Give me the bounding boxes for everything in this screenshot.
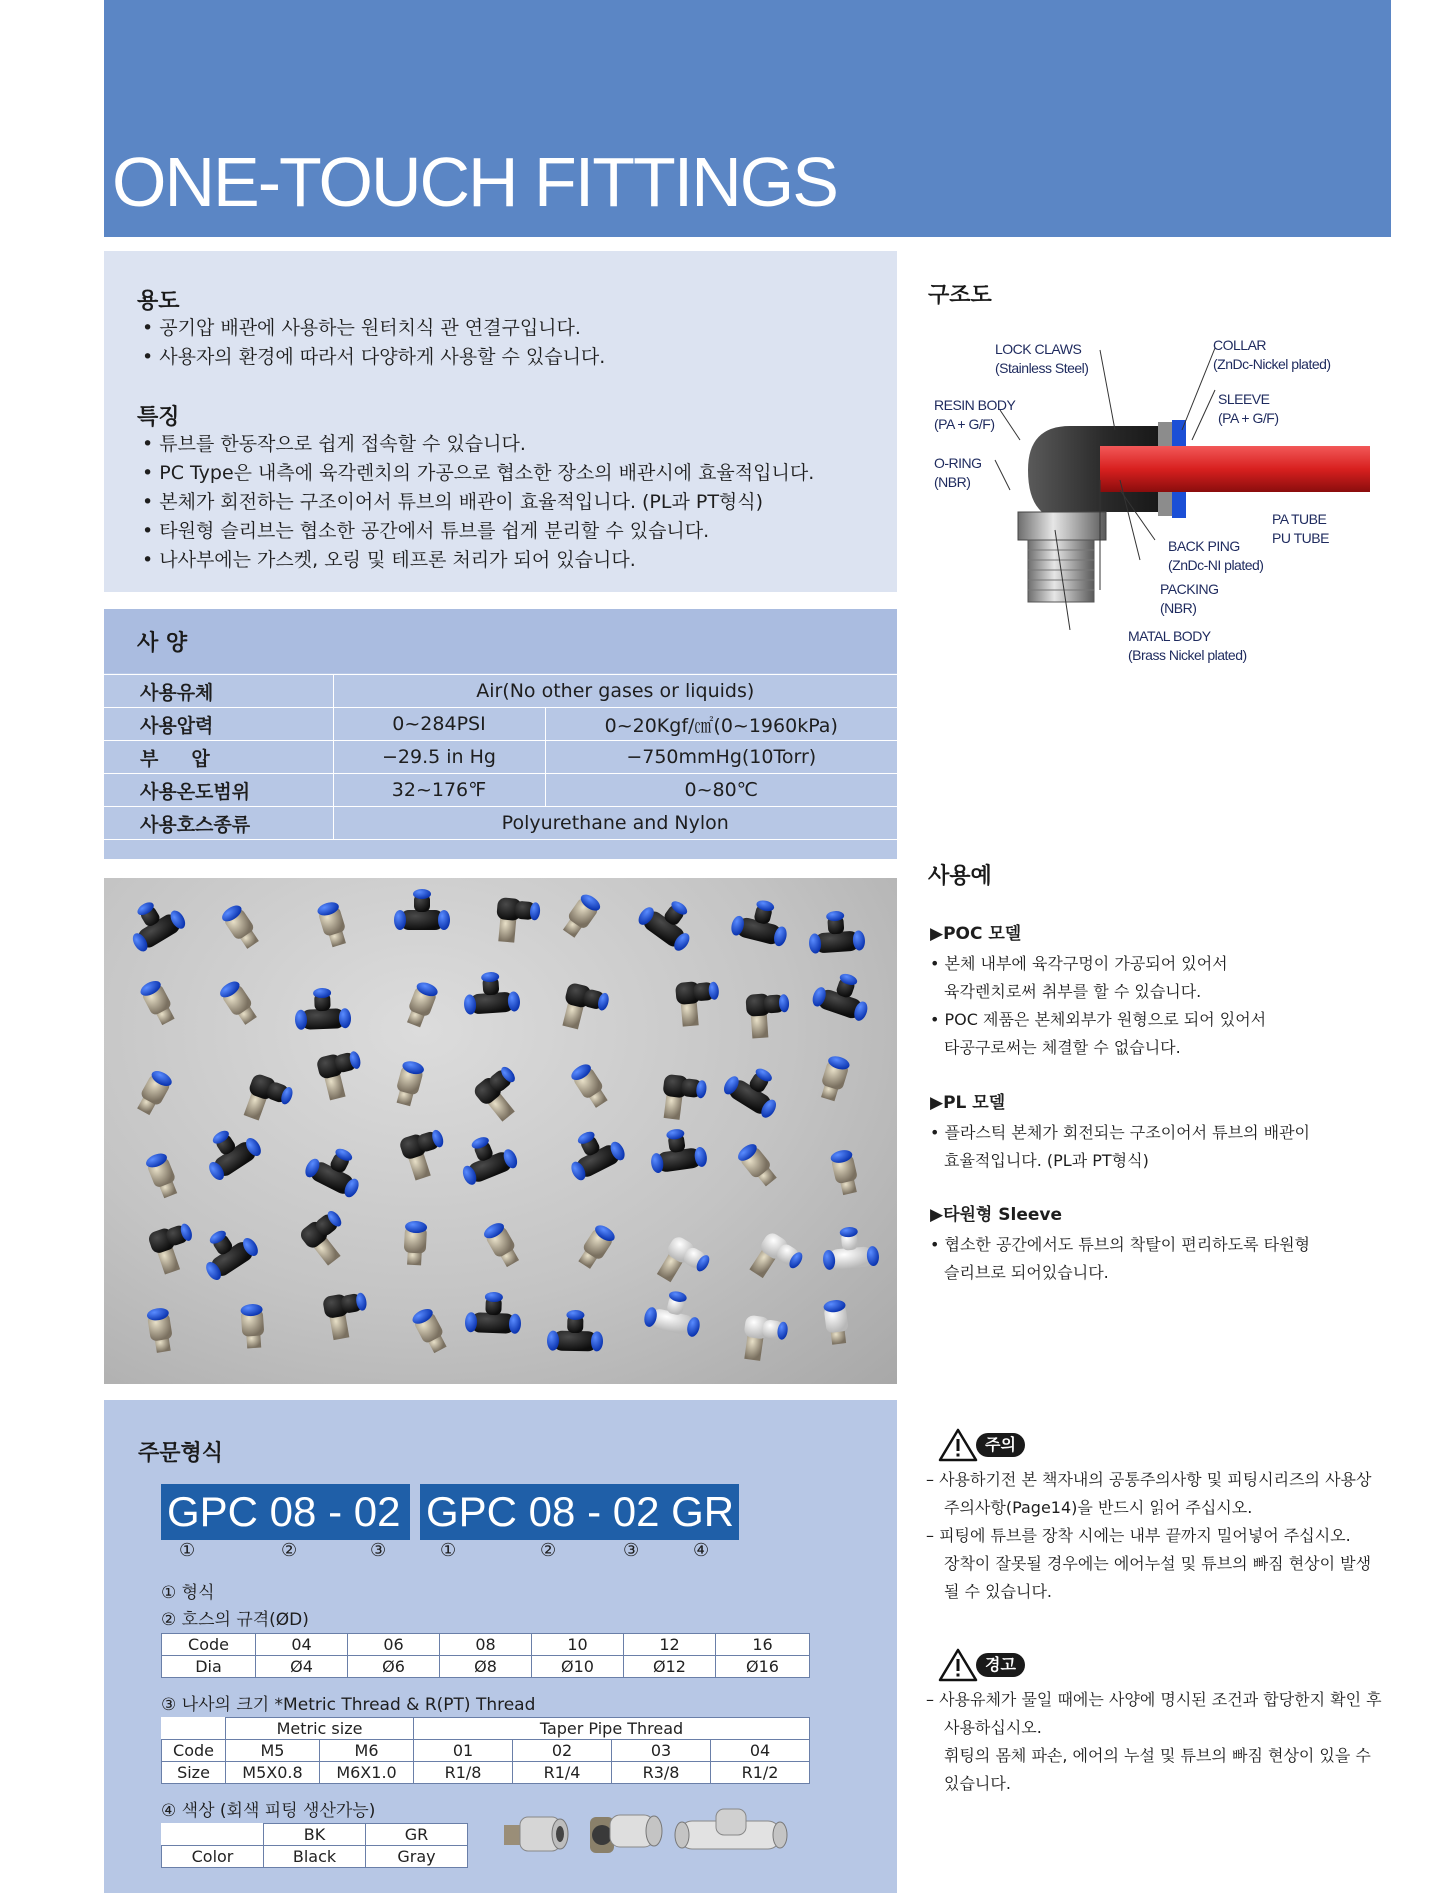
label-text: O-RING: [934, 455, 982, 471]
spec-value: 0~20Kgf/㎠(0~1960kPa): [545, 708, 897, 741]
features-item: • PC Type은 내측에 육각렌치의 가공으로 협소한 장소의 배관시에 효율적입니다.: [142, 459, 814, 488]
fitting-item: [729, 894, 793, 947]
fitting-item: [481, 1220, 522, 1269]
example-line: • 본체 내부에 육각구멍이 가공되어 있어서: [930, 954, 1228, 973]
fitting-item: [560, 891, 603, 940]
fitting-item: [192, 1218, 261, 1283]
thread-cell: Size: [162, 1762, 226, 1784]
label-text: PA TUBE: [1272, 511, 1327, 527]
spec-header: [104, 609, 897, 673]
thread-cell: 01: [414, 1740, 513, 1762]
structure-heading: 구조도: [928, 283, 992, 308]
warning-triangle-icon: [938, 1648, 978, 1682]
thread-group-taper: Taper Pipe Thread: [414, 1718, 810, 1740]
gray-fittings-illustration: [498, 1803, 798, 1865]
size-table: [161, 1633, 810, 1678]
features-item: • 나사부에는 가스켓, 오링 및 테프론 처리가 되어 있습니다.: [142, 546, 814, 575]
size-cell: Ø16: [716, 1656, 810, 1678]
fitting-item: [547, 1310, 604, 1352]
fitting-item: [829, 1148, 860, 1196]
label-text: LOCK CLAWS: [995, 341, 1082, 357]
caution-badge: 주의: [976, 1433, 1025, 1457]
example-line: • 플라스틱 본체가 회전되는 구조이어서 튜브의 배관이: [930, 1123, 1310, 1142]
label-text: (PA + G/F): [1218, 410, 1279, 426]
color-cell: Gray: [366, 1846, 468, 1868]
label-text: RESIN BODY: [934, 397, 1016, 413]
spec-value: 0~284PSI: [333, 708, 545, 741]
spec-value: 0~80℃: [545, 774, 897, 807]
label-lock-claws: [995, 340, 1088, 378]
size-cell: Ø4: [256, 1656, 348, 1678]
label-metal-body: [1128, 627, 1247, 665]
spec-value: Air(No other gases or liquids): [333, 675, 897, 708]
example-line: • 협소한 공간에서도 튜브의 착탈이 편리하도록 타원형: [930, 1235, 1310, 1254]
thread-row-code: [162, 1740, 810, 1762]
fitting-item: [144, 1151, 181, 1200]
fitting-item: [294, 987, 351, 1030]
color-row-code: [162, 1824, 468, 1846]
fitting-item: [403, 1220, 427, 1265]
warning-line: – 사용유체가 물일 때에는 사양에 명시된 조건과 합당한지 확인 후: [926, 1690, 1382, 1709]
example-line: 육각렌치로써 취부를 할 수 있습니다.: [944, 982, 1202, 1001]
fitting-item: [394, 889, 450, 930]
spec-label: 사용온도범위: [104, 774, 333, 807]
fitting-item: [675, 979, 722, 1027]
thread-cell: M6: [320, 1740, 414, 1762]
spec-value: Polyurethane and Nylon: [333, 807, 897, 840]
label-text: COLLAR: [1213, 337, 1267, 353]
fitting-item: [660, 1074, 708, 1123]
code-mark: ②: [540, 1540, 557, 1561]
fitting-item: [647, 1125, 708, 1173]
thread-cell: Code: [162, 1740, 226, 1762]
example-line: 타공구로써는 체결할 수 없습니다.: [944, 1038, 1181, 1057]
fitting-item: [298, 1207, 359, 1268]
fitting-item: [817, 1054, 851, 1103]
thread-row-group: [162, 1718, 810, 1740]
code-mark: ③: [623, 1540, 640, 1561]
thread-cell: M5X0.8: [226, 1762, 320, 1784]
features-item: • 타원형 슬리브는 협소한 공간에서 튜브를 쉽게 분리할 수 있습니다.: [142, 517, 814, 546]
order-item-size: ② 호스의 규격(ØD): [161, 1610, 309, 1630]
fitting-item: [138, 978, 178, 1027]
label-back-ping: [1168, 537, 1263, 575]
thread-cell: R1/8: [414, 1762, 513, 1784]
example-line: • POC 제품은 본체외부가 원형으로 되어 있어서: [930, 1010, 1267, 1029]
usage-list: [142, 314, 605, 372]
features-heading: 특징: [137, 405, 180, 430]
spec-row: [104, 807, 897, 840]
warning-badge: 경고: [976, 1653, 1025, 1677]
label-text: (ZnDc-NI plated): [1168, 557, 1264, 573]
size-cell: 06: [348, 1634, 440, 1656]
page-title: ONE-TOUCH FITTINGS: [112, 143, 837, 221]
fitting-item: [823, 1299, 850, 1345]
caution-text: [926, 1466, 1371, 1606]
thread-cell: 02: [513, 1740, 612, 1762]
usage-heading: 용도: [137, 289, 180, 314]
fitting-item: [559, 982, 611, 1035]
fitting-item: [240, 1303, 265, 1348]
example-line: 슬리브로 되어있습니다.: [944, 1263, 1109, 1282]
label-text: (Brass Nickel plated): [1128, 647, 1247, 663]
fitting-item: [559, 1121, 628, 1183]
fitting-item: [316, 1048, 368, 1101]
color-cell: BK: [264, 1824, 366, 1846]
spec-value: −29.5 in Hg: [333, 741, 545, 774]
features-item: • 튜브를 한동작으로 쉽게 접속할 수 있습니다.: [142, 430, 814, 459]
caution-line: 될 수 있습니다.: [944, 1582, 1052, 1601]
code-mark: ④: [693, 1540, 710, 1561]
label-text: (Stainless Steel): [995, 360, 1089, 376]
caution-line: 장착이 잘못될 경우에는 에어누설 및 튜브의 빠짐 현상이 발생: [944, 1554, 1372, 1573]
code-mark: ②: [281, 1540, 298, 1561]
thread-table: [161, 1717, 810, 1784]
product-photo: [104, 878, 897, 1384]
fitting-item: [134, 1068, 175, 1117]
fitting-item: [393, 1059, 426, 1107]
size-cell: Ø6: [348, 1656, 440, 1678]
warning-triangle-icon: [938, 1428, 978, 1462]
fitting-item: [642, 1285, 706, 1338]
spec-heading: 사 양: [137, 631, 188, 656]
spec-row: [104, 741, 897, 774]
thread-cell: R3/8: [612, 1762, 711, 1784]
example-title: ▶PL 모델: [930, 1093, 1006, 1113]
spec-label: 사용유체: [104, 675, 333, 708]
fitting-item: [219, 902, 262, 951]
label-sleeve: [1218, 390, 1278, 428]
fitting-item: [653, 1234, 713, 1294]
example-title: ▶타원형 Sleeve: [930, 1205, 1062, 1225]
size-cell: 16: [716, 1634, 810, 1656]
fitting-item: [195, 1118, 264, 1183]
fitting-item: [494, 897, 541, 945]
spec-row: [104, 675, 897, 708]
label-text: BACK PING: [1168, 538, 1240, 554]
spec-row: [104, 774, 897, 807]
label-tube: [1272, 510, 1329, 548]
example-title: ▶POC 모델: [930, 924, 1022, 944]
fitting-item: [635, 887, 704, 953]
example-poc: [930, 919, 1266, 1062]
fitting-item: [746, 1230, 806, 1290]
color-cell: Black: [264, 1846, 366, 1868]
thread-cell: 03: [612, 1740, 711, 1762]
fitting-item: [465, 1291, 522, 1334]
label-text: (PA + G/F): [934, 416, 995, 432]
code-mark: ③: [370, 1540, 387, 1561]
size-cell: 08: [440, 1634, 532, 1656]
size-cell: 10: [532, 1634, 624, 1656]
fitting-item: [462, 970, 521, 1015]
spec-value: 32~176℉: [333, 774, 545, 807]
fitting-item: [740, 1315, 789, 1365]
fitting-item: [807, 909, 866, 954]
fitting-item: [472, 1063, 533, 1124]
caution-line: 주의사항(Page14)을 반드시 읽어 주십시오.: [944, 1498, 1253, 1517]
fitting-item: [569, 1061, 611, 1110]
features-item: • 본체가 회전하는 구조이어서 튜브의 배관이 효율적입니다. (PL과 PT형식): [142, 488, 814, 517]
fitting-item: [316, 900, 350, 949]
fitting-item: [810, 966, 876, 1023]
fitting-item: [575, 1222, 617, 1271]
label-text: PACKING: [1160, 581, 1219, 597]
usage-item: • 공기압 배관에 사용하는 원터치식 관 연결구입니다.: [142, 314, 605, 343]
example-pl: [930, 1088, 1310, 1175]
thread-cell: 04: [711, 1740, 810, 1762]
spec-row: [104, 708, 897, 741]
order-heading: 주문형식: [138, 1441, 224, 1466]
examples-heading: 사용예: [928, 864, 992, 889]
label-text: (ZnDc-Nickel plated): [1213, 356, 1331, 372]
thread-cell: M6X1.0: [320, 1762, 414, 1784]
color-table: [161, 1823, 468, 1868]
usage-item: • 사용자의 환경에 따라서 다양하게 사용할 수 있습니다.: [142, 343, 605, 372]
label-packing: [1160, 580, 1218, 618]
size-cell: 04: [256, 1634, 348, 1656]
thread-row-size: [162, 1762, 810, 1784]
fitting-item: [735, 1141, 780, 1189]
order-item-thread: ③ 나사의 크기 *Metric Thread & R(PT) Thread: [161, 1695, 536, 1715]
order-item-color: ④ 색상 (회색 피팅 생산가능): [161, 1801, 376, 1821]
label-text: PU TUBE: [1272, 530, 1329, 546]
fitting-item: [147, 1220, 202, 1276]
code-mark: ①: [179, 1540, 196, 1561]
fitting-item: [721, 1056, 790, 1120]
spec-label: 사용호스종류: [104, 807, 333, 840]
label-text: (NBR): [934, 474, 971, 490]
thread-cell-blank: [162, 1718, 226, 1740]
spec-value: −750mmHg(10Torr): [545, 741, 897, 774]
fitting-item: [240, 1072, 295, 1128]
fitting-item: [119, 890, 188, 954]
straight-fitting-icon: [504, 1817, 568, 1851]
elbow-fitting-icon: [590, 1815, 662, 1853]
spec-table: [104, 674, 897, 840]
fitting-item: [820, 1225, 879, 1271]
color-row-name: [162, 1846, 468, 1868]
order-item-type: ① 형식: [161, 1583, 215, 1603]
color-cell: Color: [162, 1846, 264, 1868]
spec-label: 사용압력: [104, 708, 333, 741]
size-row-dia: [162, 1656, 810, 1678]
example-line: 효율적입니다. (PL과 PT형식): [944, 1151, 1149, 1170]
fitting-item: [745, 992, 791, 1039]
color-cell: [162, 1824, 264, 1846]
label-text: SLEEVE: [1218, 391, 1270, 407]
size-cell: Ø12: [624, 1656, 716, 1678]
thread-group-metric: Metric size: [226, 1718, 414, 1740]
fitting-item: [410, 1306, 450, 1355]
order-code-box: GPC 08 - 02: [161, 1484, 410, 1540]
size-row-code: [162, 1634, 810, 1656]
warning-line: 사용하십시오.: [944, 1718, 1042, 1737]
warning-text: [926, 1686, 1382, 1798]
label-text: MATAL BODY: [1128, 628, 1211, 644]
thread-cell: R1/4: [513, 1762, 612, 1784]
size-cell: Dia: [162, 1656, 256, 1678]
caution-header: [938, 1428, 1025, 1462]
label-text: (NBR): [1160, 600, 1197, 616]
size-cell: Code: [162, 1634, 256, 1656]
code-mark: ①: [440, 1540, 457, 1561]
example-sleeve: [930, 1200, 1310, 1287]
fittings-illustration: [104, 878, 897, 1384]
warning-line: 있습니다.: [944, 1774, 1011, 1793]
color-cell: GR: [366, 1824, 468, 1846]
label-collar: [1213, 336, 1331, 374]
caution-line: – 피팅에 튜브를 장착 시에는 내부 끝까지 밀어넣어 주십시오.: [926, 1526, 1351, 1545]
size-cell: Ø10: [532, 1656, 624, 1678]
fitting-item: [303, 1138, 372, 1200]
fitting-item: [398, 1127, 452, 1182]
fitting-item: [217, 978, 260, 1027]
fitting-item: [403, 980, 439, 1029]
fitting-item: [322, 1290, 372, 1341]
fitting-item: [452, 1128, 519, 1187]
caution-line: – 사용하기전 본 책자내의 공통주의사항 및 피팅시리즈의 사용상: [926, 1470, 1372, 1489]
label-o-ring: [934, 454, 982, 492]
warning-line: 휘팅의 몸체 파손, 에어의 누설 및 튜브의 빠짐 현상이 있을 수: [944, 1746, 1371, 1765]
size-cell: Ø8: [440, 1656, 532, 1678]
order-code-box-gray: GPC 08 - 02 GR: [420, 1484, 739, 1540]
features-list: [142, 430, 814, 575]
spec-label: 부 압: [104, 741, 333, 774]
thread-cell: M5: [226, 1740, 320, 1762]
label-resin-body: [934, 396, 1015, 434]
tee-fitting-icon: [675, 1809, 787, 1849]
fitting-item: [146, 1307, 175, 1354]
warning-header: [938, 1648, 1025, 1682]
size-cell: 12: [624, 1634, 716, 1656]
thread-cell: R1/2: [711, 1762, 810, 1784]
